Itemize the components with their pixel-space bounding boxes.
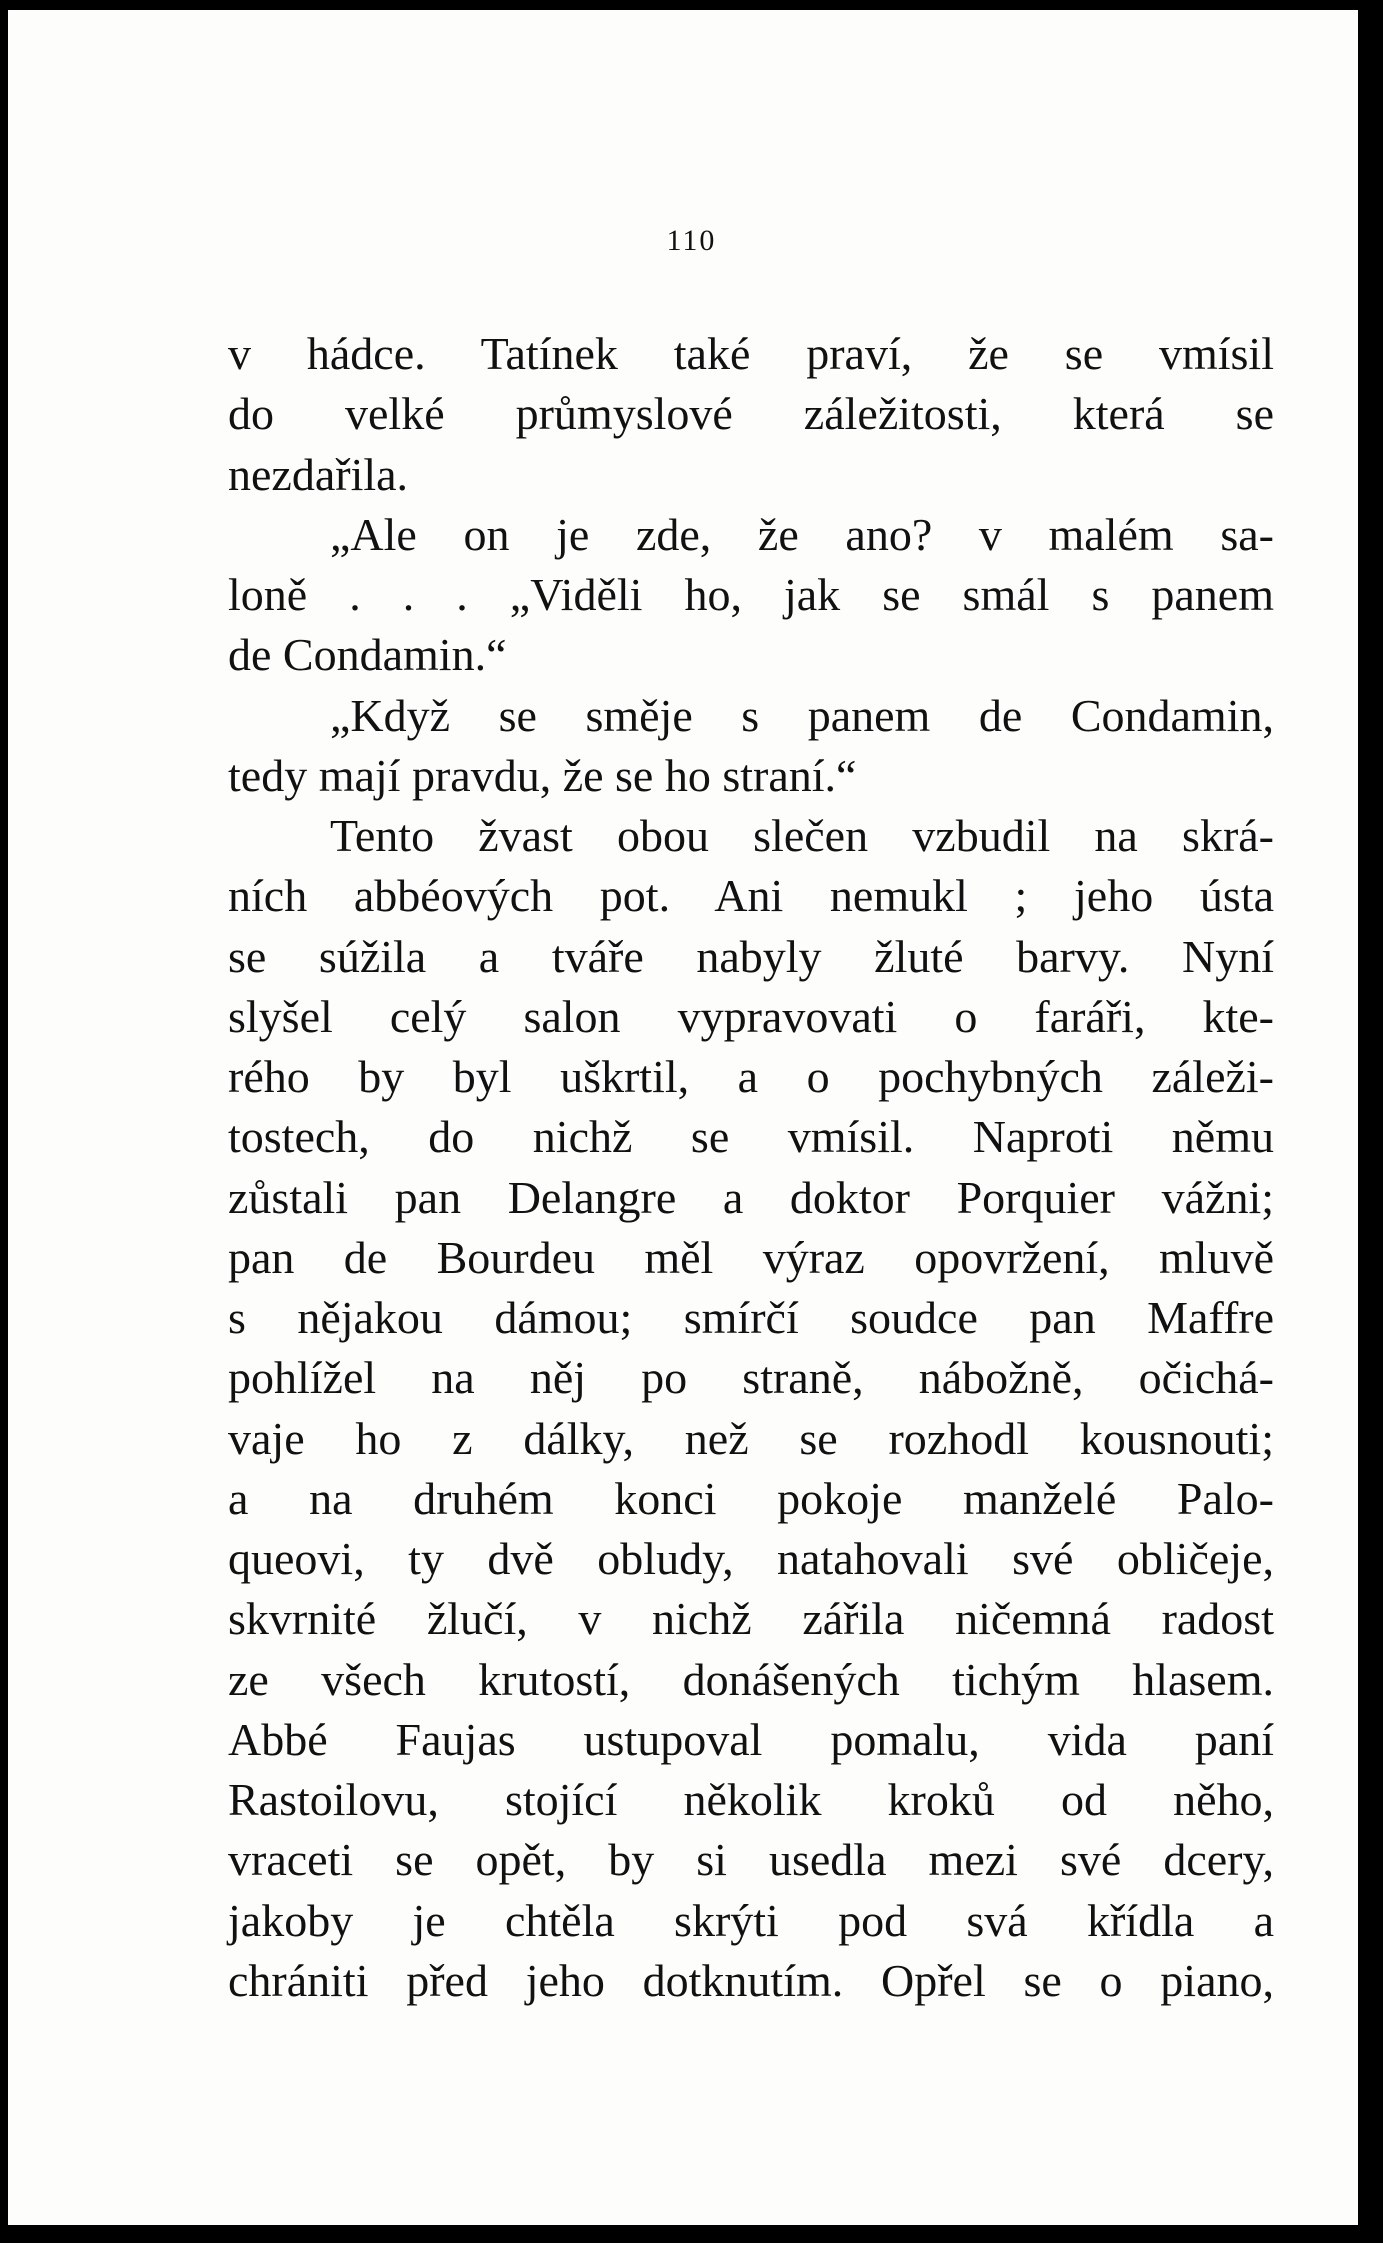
text-line: jakoby je chtěla skrýti pod svá křídla a [228,1894,1274,1946]
text-line: rého by byl uškrtil, a o pochybných záleži- [228,1051,1274,1102]
text-line: queovi, ty dvě obludy, natahovali své obličeje, [228,1533,1274,1584]
body-text [228,324,1274,2011]
text-line: zůstali pan Delangre a doktor Porquier vážni; [228,1171,1274,1223]
text-line: de Condamin.“ [228,629,507,681]
text-line: „Když se směje s panem de Condamin, [330,689,1274,741]
text-line: „Ale on je zde, že ano? v malém sa- [330,508,1274,560]
text-line: ze všech krutostí, donášených tichým hlasem. [228,1653,1274,1705]
text-line: skvrnité žlučí, v nichž zářila ničemná radost [228,1593,1274,1645]
text-line: vaje ho z dálky, než se rozhodl kousnouti; [228,1412,1274,1464]
text-line: nezdařila. [228,448,409,500]
text-line: pohlížel na něj po straně, nábožně, očichá- [228,1352,1274,1404]
text-line: do velké průmyslové záležitosti, která se [228,388,1274,440]
text-line: tedy mají pravdu, že se ho straní.“ [228,749,857,801]
page-number: 110 [666,224,717,257]
text-line: ních abbéových pot. Ani nemukl ; jeho ústa [228,870,1274,922]
text-line: tostech, do nichž se vmísil. Naproti němu [228,1111,1274,1163]
text-line: slyšel celý salon vypravovati o faráři, kte- [228,990,1274,1042]
text-line: pan de Bourdeu měl výraz opovržení, mluvě [228,1231,1274,1283]
text-line: vraceti se opět, by si usedla mezi své dcery, [228,1834,1274,1886]
text-line: se súžila a tváře nabyly žluté barvy. Nyní [228,930,1274,982]
text-line: v hádce. Tatínek také praví, že se vmísil [228,328,1274,379]
text-line: a na druhém konci pokoje manželé Palo- [228,1472,1274,1524]
text-line: chrániti před jeho dotknutím. Opřel se o piano, [228,1954,1274,2006]
text-line: loně . . . „Viděli ho, jak se smál s panem [228,569,1274,620]
text-line: Abbé Faujas ustupoval pomalu, vida paní [228,1713,1274,1765]
text-line: s nějakou dámou; smírčí soudce pan Maffre [228,1292,1274,1343]
text-line: Rastoilovu, stojící několik kroků od něho, [228,1774,1274,1825]
text-line: Tento žvast obou slečen vzbudil na skrá- [330,810,1274,861]
